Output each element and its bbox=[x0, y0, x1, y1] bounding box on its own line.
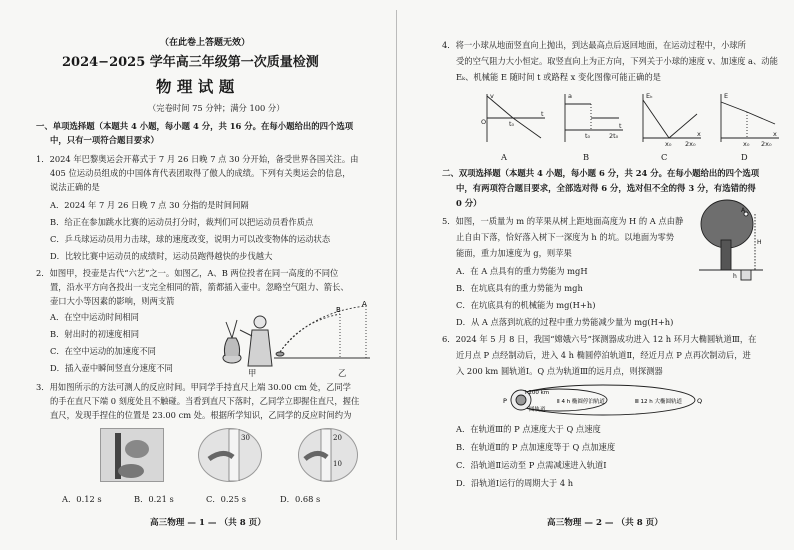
tick-x0: x₀ bbox=[743, 140, 750, 148]
tick-t0: t₀ bbox=[585, 132, 591, 140]
label-parking-orbit: Ⅱ 4 h 椭圆停泊轨道 bbox=[557, 399, 605, 405]
axis-x: x bbox=[773, 130, 777, 138]
page-divider bbox=[396, 10, 397, 540]
label-circle-orbit: Ⅰ 200 km bbox=[525, 390, 550, 396]
q5-option-c: C．在坑底具有的机械能为 mg(H+h) bbox=[456, 300, 596, 310]
q2-line: 置，沿水平方向各投出一支完全相同的箭，箭都插入壶中。忽略空气阻力、箭长、 bbox=[50, 282, 349, 292]
label-large-orbit: Ⅲ 12 h 大椭圆轨道 bbox=[635, 399, 683, 405]
axis-ek: Eₖ bbox=[646, 92, 653, 100]
figure-label-yi: 乙 bbox=[338, 368, 347, 378]
ruler-mark: 30 bbox=[241, 434, 250, 442]
q1-option-d: D．比较比赛中运动员的成绩时，运动员跑得越快的步伐越大 bbox=[50, 251, 273, 261]
section1-title-cont: 中，只有一项符合题目要求） bbox=[50, 135, 159, 145]
apple-tree-figure bbox=[697, 196, 765, 282]
label-circle-orbit-2: 圆轨道 bbox=[529, 407, 546, 413]
q3-line: 3．用如图所示的方法可测人的反应时间。甲同学手持直尺上端 30.00 cm 处，乙同学 bbox=[36, 382, 351, 392]
graph-label-a: A bbox=[501, 152, 507, 162]
q3-option-a: A．0.12 s bbox=[62, 494, 102, 504]
q6-option-b: B．在轨道Ⅱ的 P 点加速度等于 Q 点加速度 bbox=[456, 442, 616, 452]
exam-title: 2024−2025 学年高三年级第一次质量检测 bbox=[62, 55, 319, 70]
q3-option-c: C．0.25 s bbox=[206, 494, 247, 504]
q2-option-c: C．在空中运动的加速度不同 bbox=[50, 346, 156, 356]
reaction-photo-2 bbox=[198, 428, 262, 482]
q6-option-d: D．沿轨道Ⅰ运行的周期大于 4 h bbox=[456, 478, 574, 488]
ruler-mark: 10 bbox=[333, 460, 342, 468]
q5-option-d: D．从 A 点落到坑底的过程中重力势能减少量为 mg(H+h) bbox=[456, 317, 674, 327]
tick-2t0: 2t₀ bbox=[609, 132, 619, 140]
axis-t: t bbox=[541, 110, 544, 118]
q4-line: 4．将一小球从地面竖直向上抛出，到达最高点后返回地面，在运动过程中，小球所 bbox=[442, 40, 746, 50]
q3-option-d: D．0.68 s bbox=[280, 494, 321, 504]
q3-line: 的手在直尺下端 0 刻度处且不触碰。当看到直尺下落时，乙同学立即握住直尺，握住 bbox=[50, 396, 360, 406]
q6-line: 6．2024 年 5 月 8 日，我国“嫦娥六号”探测器成功进入 12 h 环月大椭圆轨道Ⅲ，在 bbox=[442, 334, 757, 344]
label-b: B bbox=[336, 306, 341, 314]
q2-option-a: A．在空中运动时间相同 bbox=[50, 312, 139, 322]
origin-label: O bbox=[481, 118, 487, 126]
trajectory-figure bbox=[270, 300, 375, 370]
q5-option-b: B．在坑底具有的重力势能为 mgh bbox=[456, 283, 583, 293]
page-footer: 高三物理 — 2 — （共 8 页） bbox=[547, 518, 663, 528]
q5-line: 止自由下落，恰好落入树下一深度为 h 的坑。以地面为零势 bbox=[456, 232, 675, 242]
q6-line: 入 200 km 圆轨道Ⅰ。Q 点为轨道Ⅲ的远月点，则探测器 bbox=[456, 366, 663, 376]
axis-e: E bbox=[724, 92, 729, 100]
q5-option-a: A．在 A 点具有的重力势能为 mgH bbox=[456, 266, 588, 276]
subject-title: 物 理 试 题 bbox=[156, 77, 235, 96]
q5-line: 5．如图，一质量为 m 的苹果从树上距地面高度为 H 的 A 点由静 bbox=[442, 216, 684, 226]
q3-line: 直尺，发现手捏住的位置是 23.00 cm 处。根据所学知识，乙同学的反应时间约为 bbox=[50, 410, 352, 420]
axis-v: v bbox=[490, 92, 494, 100]
q6-option-a: A．在轨道Ⅲ的 P 点速度大于 Q 点速度 bbox=[456, 424, 601, 434]
tick-t0: t₀ bbox=[509, 120, 515, 128]
q6-option-c: C．沿轨道Ⅱ运动至 P 点需减速进入轨道Ⅰ bbox=[456, 460, 607, 470]
q2-option-d: D．插入壶中瞬间竖直分速度不同 bbox=[50, 363, 173, 373]
q1-option-b: B．给正在参加跳水比赛的运动员打分时，裁判们可以把运动员看作质点 bbox=[50, 217, 314, 227]
section1-title: 一、单项选择题（本题共 4 小题，每小题 4 分，共 16 分。在每小题给出的四个选项 bbox=[36, 121, 354, 131]
q6-line: 近月点 P 点经制动后，进入 4 h 椭圆停泊轨道Ⅱ，经近月点 P 点再次制动后，进 bbox=[456, 350, 751, 360]
graph-label-c: C bbox=[661, 152, 668, 162]
axis-a: a bbox=[568, 92, 572, 100]
q4-line: 受的空气阻力大小恒定。取竖直向上为正方向，下列关于小球的速度 v、加速度 a、动能 bbox=[456, 56, 778, 66]
q1-line: 1．2024 年巴黎奥运会开幕式于 7 月 26 日晚 7 点 30 分开始，备受世界各国关注。由 bbox=[36, 154, 359, 164]
q2-line: 壶口大小等因素的影响，则两支箭 bbox=[50, 296, 175, 306]
axis-x: x bbox=[697, 130, 701, 138]
q4-line: Eₖ、机械能 E 随时间 t 或路程 x 变化图像可能正确的是 bbox=[456, 72, 661, 82]
q1-line: 说法正确的是 bbox=[50, 182, 100, 192]
depth-h: h bbox=[733, 273, 737, 280]
reaction-photo-1 bbox=[100, 428, 164, 482]
q3-option-b: B．0.21 s bbox=[134, 494, 174, 504]
reaction-photo-3 bbox=[298, 428, 358, 482]
figure-label-jia: 甲 bbox=[248, 368, 257, 378]
q4-graphs bbox=[481, 90, 781, 150]
point-a: A bbox=[741, 207, 746, 214]
graph-label-b: B bbox=[583, 152, 590, 162]
notice: （在此卷上答题无效） bbox=[160, 38, 251, 48]
label-p: P bbox=[503, 397, 507, 405]
tick-2x0: 2x₀ bbox=[685, 140, 696, 148]
label-q: Q bbox=[697, 397, 703, 405]
graph-label-d: D bbox=[741, 152, 748, 162]
section2-title-cont: 0 分） bbox=[456, 198, 482, 208]
q5-line: 能面，重力加速度为 g，则苹果 bbox=[456, 248, 572, 258]
q1-option-c: C．乒乓球运动员用力击球，球的速度改变，说明力可以改变物体的运动状态 bbox=[50, 234, 331, 244]
page-footer: 高三物理 — 1 — （共 8 页） bbox=[150, 518, 266, 528]
tick-2x0: 2x₀ bbox=[761, 140, 772, 148]
ruler-mark: 20 bbox=[333, 434, 342, 442]
q2-option-b: B．射出时的初速度相同 bbox=[50, 329, 140, 339]
orbit-figure bbox=[499, 380, 749, 420]
height-h-big: H bbox=[757, 239, 762, 246]
time-note: （完卷时间 75 分钟；满分 100 分） bbox=[148, 103, 285, 113]
label-a: A bbox=[362, 300, 367, 308]
q1-option-a: A．2024 年 7 月 26 日晚 7 点 30 分指的是时间间隔 bbox=[50, 200, 249, 210]
section2-title-cont: 中，有两项符合题目要求，全部选对得 6 分，选对但不全的得 3 分，有选错的得 bbox=[456, 183, 756, 193]
axis-t: t bbox=[619, 122, 622, 130]
q1-line: 405 位运动员组成的中国体育代表团取得了傲人的成绩。下列有关奥运会的信息， bbox=[50, 168, 351, 178]
section2-title: 二、双项选择题（本题共 4 小题，每小题 6 分，共 24 分。在每小题给出的四个选项 bbox=[442, 168, 760, 178]
tick-x0: x₀ bbox=[665, 140, 672, 148]
q2-line: 2．如图甲，投壶是古代“六艺”之一。如图乙，A、B 两位投者在同一高度的不同位 bbox=[36, 268, 339, 278]
